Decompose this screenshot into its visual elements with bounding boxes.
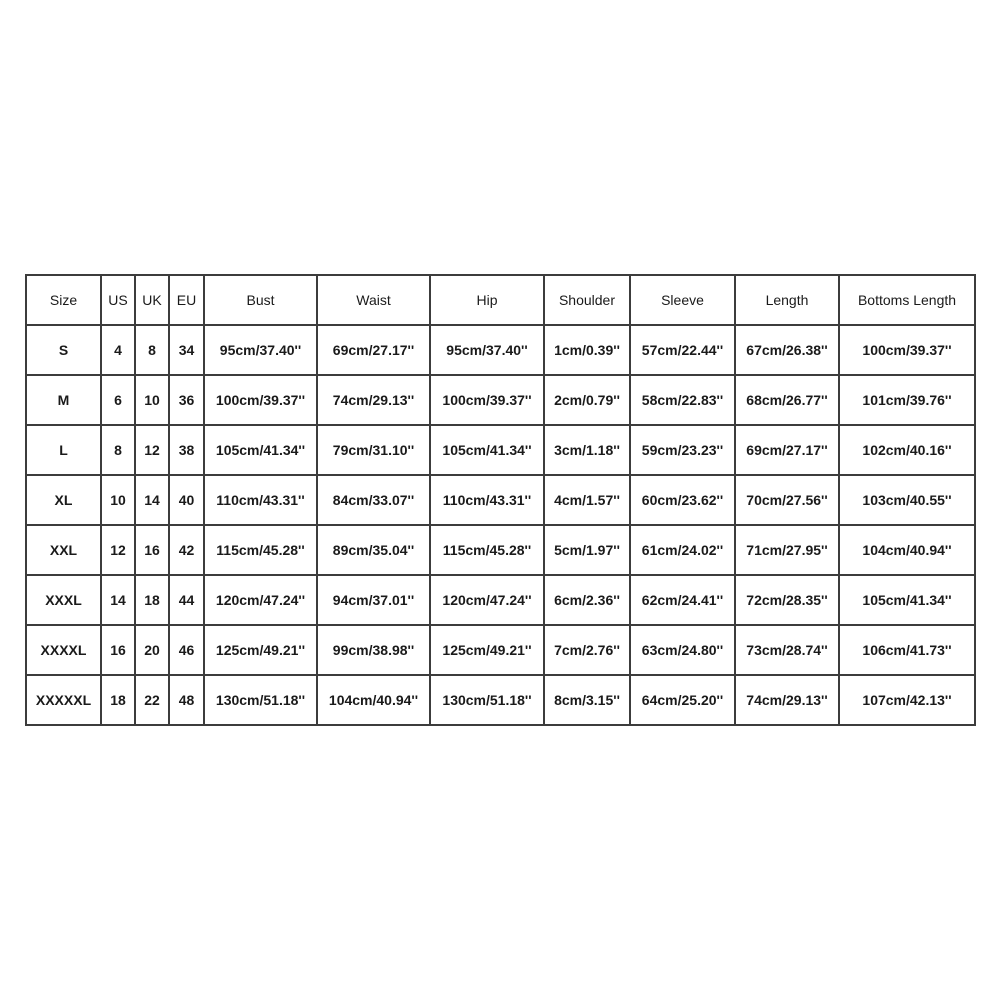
cell-bottoms-length: 102cm/40.16'' xyxy=(839,425,975,475)
cell-uk: 22 xyxy=(135,675,169,725)
header-uk: UK xyxy=(135,275,169,325)
cell-waist: 99cm/38.98'' xyxy=(317,625,430,675)
cell-hip: 125cm/49.21'' xyxy=(430,625,544,675)
cell-shoulder: 3cm/1.18'' xyxy=(544,425,630,475)
cell-size: XXXL xyxy=(26,575,101,625)
cell-hip: 105cm/41.34'' xyxy=(430,425,544,475)
cell-us: 4 xyxy=(101,325,135,375)
cell-length: 73cm/28.74'' xyxy=(735,625,839,675)
cell-bust: 100cm/39.37'' xyxy=(204,375,317,425)
cell-us: 18 xyxy=(101,675,135,725)
header-bust: Bust xyxy=(204,275,317,325)
cell-hip: 120cm/47.24'' xyxy=(430,575,544,625)
cell-bottoms-length: 107cm/42.13'' xyxy=(839,675,975,725)
cell-waist: 79cm/31.10'' xyxy=(317,425,430,475)
cell-hip: 100cm/39.37'' xyxy=(430,375,544,425)
cell-size: XXXXXL xyxy=(26,675,101,725)
cell-eu: 48 xyxy=(169,675,204,725)
cell-bottoms-length: 101cm/39.76'' xyxy=(839,375,975,425)
cell-hip: 110cm/43.31'' xyxy=(430,475,544,525)
cell-uk: 10 xyxy=(135,375,169,425)
cell-eu: 46 xyxy=(169,625,204,675)
cell-hip: 115cm/45.28'' xyxy=(430,525,544,575)
cell-bust: 110cm/43.31'' xyxy=(204,475,317,525)
table-row xyxy=(26,475,975,525)
header-waist: Waist xyxy=(317,275,430,325)
cell-size: S xyxy=(26,325,101,375)
cell-sleeve: 62cm/24.41'' xyxy=(630,575,735,625)
cell-sleeve: 61cm/24.02'' xyxy=(630,525,735,575)
cell-bust: 115cm/45.28'' xyxy=(204,525,317,575)
cell-shoulder: 7cm/2.76'' xyxy=(544,625,630,675)
cell-length: 68cm/26.77'' xyxy=(735,375,839,425)
table-row xyxy=(26,375,975,425)
cell-size: M xyxy=(26,375,101,425)
cell-sleeve: 63cm/24.80'' xyxy=(630,625,735,675)
cell-bust: 120cm/47.24'' xyxy=(204,575,317,625)
cell-length: 70cm/27.56'' xyxy=(735,475,839,525)
cell-length: 72cm/28.35'' xyxy=(735,575,839,625)
cell-us: 10 xyxy=(101,475,135,525)
header-sleeve: Sleeve xyxy=(630,275,735,325)
header-length: Length xyxy=(735,275,839,325)
cell-sleeve: 58cm/22.83'' xyxy=(630,375,735,425)
cell-bottoms-length: 106cm/41.73'' xyxy=(839,625,975,675)
cell-waist: 84cm/33.07'' xyxy=(317,475,430,525)
header-us: US xyxy=(101,275,135,325)
cell-uk: 20 xyxy=(135,625,169,675)
cell-waist: 104cm/40.94'' xyxy=(317,675,430,725)
cell-hip: 95cm/37.40'' xyxy=(430,325,544,375)
header-hip: Hip xyxy=(430,275,544,325)
cell-bottoms-length: 103cm/40.55'' xyxy=(839,475,975,525)
cell-us: 16 xyxy=(101,625,135,675)
cell-shoulder: 6cm/2.36'' xyxy=(544,575,630,625)
cell-eu: 42 xyxy=(169,525,204,575)
cell-uk: 14 xyxy=(135,475,169,525)
cell-bottoms-length: 105cm/41.34'' xyxy=(839,575,975,625)
cell-sleeve: 57cm/22.44'' xyxy=(630,325,735,375)
cell-bust: 95cm/37.40'' xyxy=(204,325,317,375)
table-row xyxy=(26,625,975,675)
cell-waist: 74cm/29.13'' xyxy=(317,375,430,425)
cell-sleeve: 59cm/23.23'' xyxy=(630,425,735,475)
cell-eu: 40 xyxy=(169,475,204,525)
cell-bust: 130cm/51.18'' xyxy=(204,675,317,725)
cell-size: XXL xyxy=(26,525,101,575)
cell-shoulder: 4cm/1.57'' xyxy=(544,475,630,525)
cell-eu: 44 xyxy=(169,575,204,625)
cell-eu: 38 xyxy=(169,425,204,475)
header-row xyxy=(26,275,975,325)
table-row xyxy=(26,425,975,475)
cell-sleeve: 60cm/23.62'' xyxy=(630,475,735,525)
table-row xyxy=(26,525,975,575)
cell-us: 14 xyxy=(101,575,135,625)
cell-waist: 69cm/27.17'' xyxy=(317,325,430,375)
table-row xyxy=(26,675,975,725)
cell-us: 6 xyxy=(101,375,135,425)
header-bottoms-length: Bottoms Length xyxy=(839,275,975,325)
size-chart-table xyxy=(25,274,976,726)
cell-bottoms-length: 104cm/40.94'' xyxy=(839,525,975,575)
cell-eu: 34 xyxy=(169,325,204,375)
cell-eu: 36 xyxy=(169,375,204,425)
cell-uk: 18 xyxy=(135,575,169,625)
cell-us: 8 xyxy=(101,425,135,475)
cell-waist: 89cm/35.04'' xyxy=(317,525,430,575)
cell-length: 71cm/27.95'' xyxy=(735,525,839,575)
cell-shoulder: 8cm/3.15'' xyxy=(544,675,630,725)
cell-uk: 12 xyxy=(135,425,169,475)
cell-size: XXXXL xyxy=(26,625,101,675)
cell-shoulder: 1cm/0.39'' xyxy=(544,325,630,375)
cell-size: XL xyxy=(26,475,101,525)
header-shoulder: Shoulder xyxy=(544,275,630,325)
cell-hip: 130cm/51.18'' xyxy=(430,675,544,725)
header-eu: EU xyxy=(169,275,204,325)
cell-us: 12 xyxy=(101,525,135,575)
cell-shoulder: 5cm/1.97'' xyxy=(544,525,630,575)
cell-length: 69cm/27.17'' xyxy=(735,425,839,475)
cell-size: L xyxy=(26,425,101,475)
cell-sleeve: 64cm/25.20'' xyxy=(630,675,735,725)
cell-length: 67cm/26.38'' xyxy=(735,325,839,375)
table-row xyxy=(26,325,975,375)
cell-uk: 16 xyxy=(135,525,169,575)
cell-bust: 105cm/41.34'' xyxy=(204,425,317,475)
header-size: Size xyxy=(26,275,101,325)
table-body xyxy=(26,325,975,725)
cell-length: 74cm/29.13'' xyxy=(735,675,839,725)
cell-shoulder: 2cm/0.79'' xyxy=(544,375,630,425)
cell-uk: 8 xyxy=(135,325,169,375)
cell-bust: 125cm/49.21'' xyxy=(204,625,317,675)
table-row xyxy=(26,575,975,625)
cell-bottoms-length: 100cm/39.37'' xyxy=(839,325,975,375)
cell-waist: 94cm/37.01'' xyxy=(317,575,430,625)
